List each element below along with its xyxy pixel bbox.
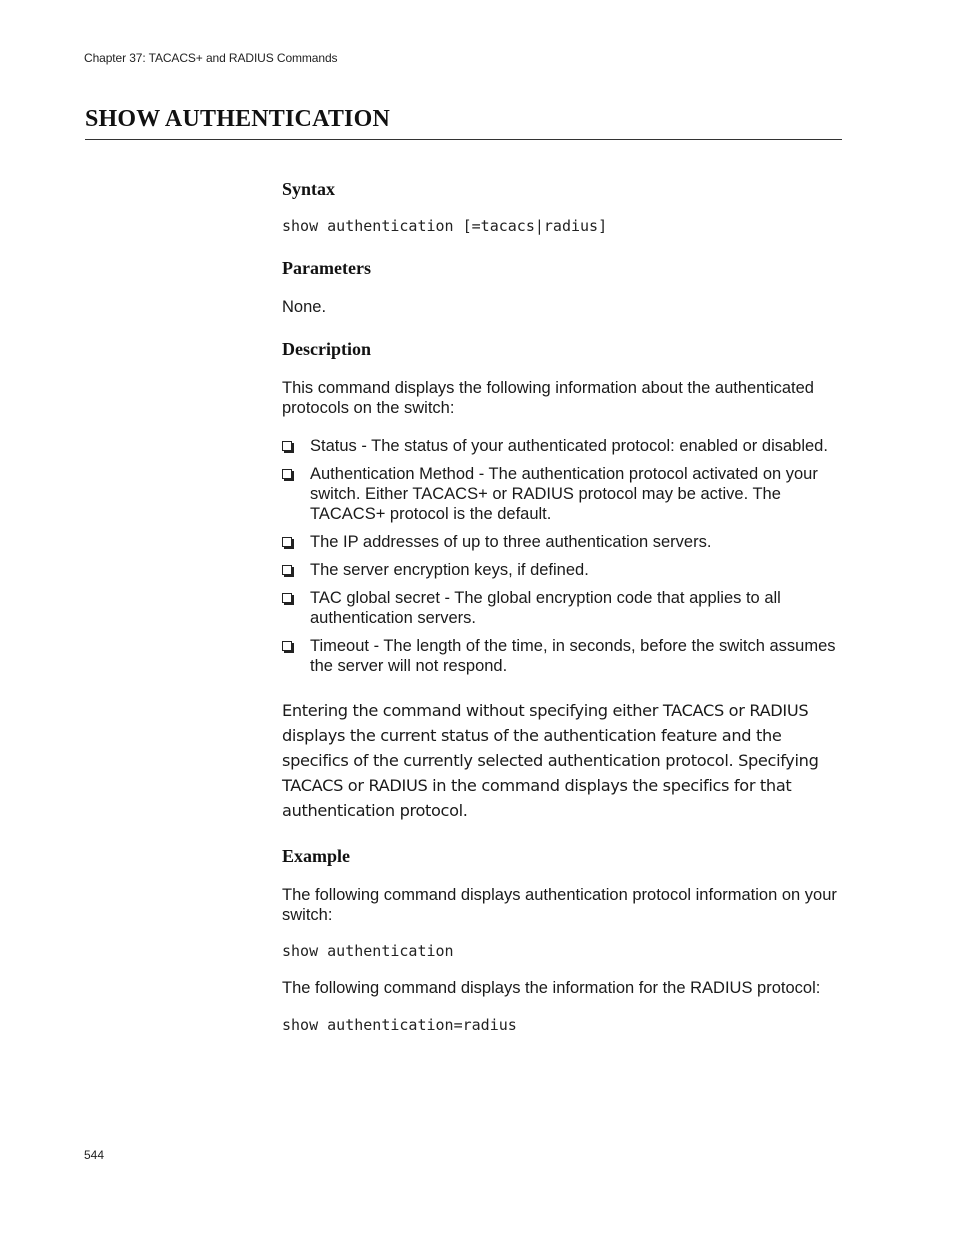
list-item-text: The server encryption keys, if defined. xyxy=(310,561,589,579)
example-text-1: The following command displays authentication protocol information on your switch: xyxy=(282,886,837,924)
list-item-text: The IP addresses of up to three authentication servers. xyxy=(310,533,712,551)
example-command-2: show authentication=radius xyxy=(282,1016,517,1034)
example-command-1: show authentication xyxy=(282,942,454,960)
parameters-heading: Parameters xyxy=(282,258,371,278)
list-item xyxy=(282,636,844,676)
example-text-2: The following command displays the information for the RADIUS protocol: xyxy=(282,979,821,997)
list-item xyxy=(282,532,844,552)
checkbox-bullet-icon xyxy=(282,441,292,451)
list-item-text: Status - The status of your authenticated protocol: enabled or disabled. xyxy=(310,437,828,455)
page-title: SHOW AUTHENTICATION xyxy=(85,106,390,132)
title-rule xyxy=(85,139,842,140)
example-heading: Example xyxy=(282,846,351,866)
checkbox-bullet-icon xyxy=(282,469,292,479)
description-intro: This command displays the following information about the authenticated protocols on the switch: xyxy=(282,379,814,417)
list-item xyxy=(282,436,844,456)
list-item xyxy=(282,560,844,580)
list-item xyxy=(282,588,844,628)
list-item-text: Timeout - The length of the time, in seconds, before the switch assumes the server will not respond. xyxy=(310,637,836,675)
syntax-heading: Syntax xyxy=(282,179,336,199)
list-item-text: Authentication Method - The authentication protocol activated on your switch. Either TACACS+ or RADIUS protocol may be active. The TACACS+ protocol is the default. xyxy=(310,465,818,523)
parameters-text: None. xyxy=(282,298,327,316)
description-heading: Description xyxy=(282,339,371,359)
description-note: Entering the command without specifying either TACACS or RADIUS displays the current status of the authentication feature and the specifics of the currently selected authentication protocol. Specifying TACACS or RADIUS in the command displays the specifics for that authentication protocol. xyxy=(282,701,819,820)
page-number: 544 xyxy=(84,1148,105,1162)
list-item-text: TAC global secret - The global encryption code that applies to all authentication servers. xyxy=(310,589,781,627)
checkbox-bullet-icon xyxy=(282,565,292,575)
checkbox-bullet-icon xyxy=(282,641,292,651)
syntax-command: show authentication [=tacacs|radius] xyxy=(282,217,608,235)
description-bullet-list xyxy=(282,436,844,684)
checkbox-bullet-icon xyxy=(282,537,292,547)
running-header: Chapter 37: TACACS+ and RADIUS Commands xyxy=(84,51,338,65)
checkbox-bullet-icon xyxy=(282,593,292,603)
list-item xyxy=(282,464,844,524)
